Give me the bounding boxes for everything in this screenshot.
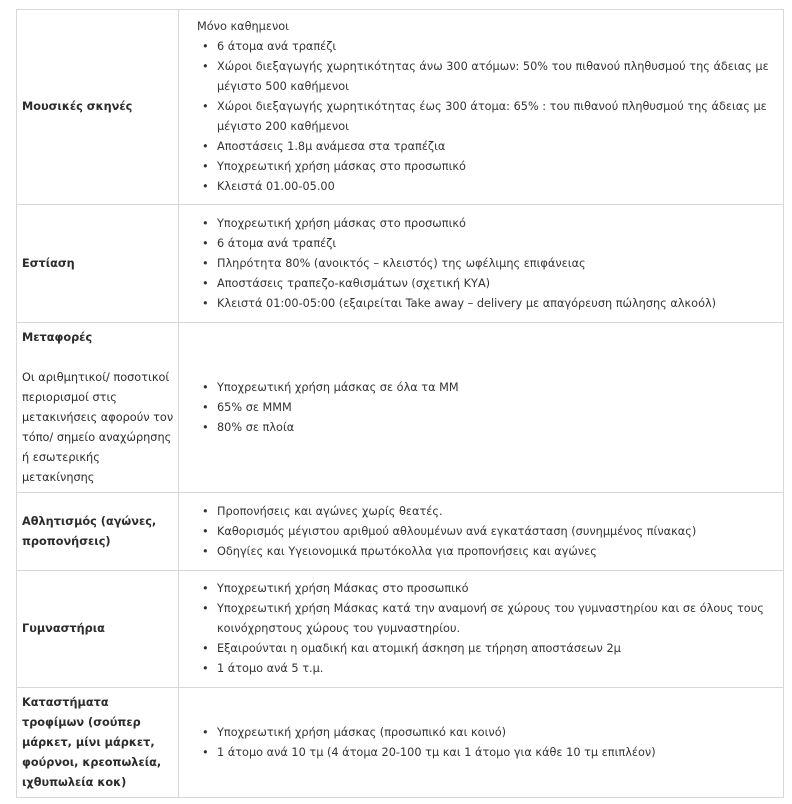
list-item: • 6 άτομα ανά τραπέζι — [217, 37, 775, 57]
category-cell — [17, 688, 179, 798]
list-item: • Κλειστά 01.00-05.00 — [217, 177, 775, 197]
category-cell — [17, 571, 179, 688]
list-item: • Υποχρεωτική χρήση μάσκας στο προσωπικό — [217, 157, 775, 177]
list-item: • Υποχρεωτική χρήση Μάσκας κατά την αναμονή σε χώρους του γυμναστηρίου και σε όλους τους κοινόχρηστους χώρους του γυμναστηρίου. — [217, 599, 775, 639]
list-item: • Προπονήσεις και αγώνες χωρίς θεατές. — [217, 502, 775, 522]
list-item: • 6 άτομα ανά τραπέζι — [217, 234, 775, 254]
list-item: • Πληρότητα 80% (ανοικτός – κλειστός) της ωφέλιμης επιφάνειας — [217, 254, 775, 274]
rules-list — [186, 37, 775, 197]
list-item: • Αποστάσεις τραπεζο-καθισμάτων (σχετική ΚΥΑ) — [217, 274, 775, 294]
rules-cell — [179, 688, 784, 798]
measures-table — [16, 9, 784, 798]
table-row — [17, 205, 784, 323]
list-item: • 1 άτομο ανά 10 τμ (4 άτομα 20-100 τμ και 1 άτομο για κάθε 10 τμ επιπλέον) — [217, 743, 775, 763]
list-item: • Υποχρεωτική χρήση μάσκας (προσωπικό και κοινό) — [217, 723, 775, 743]
list-item: • Υποχρεωτική χρήση μάσκας στο προσωπικό — [217, 214, 775, 234]
category-label: Μεταφορές — [22, 330, 93, 344]
list-item: • 65% σε ΜΜΜ — [217, 398, 775, 418]
rules-cell — [179, 493, 784, 571]
rules-list — [186, 502, 775, 562]
list-item: • 1 άτομο ανά 5 τ.μ. — [217, 659, 775, 679]
list-item: • Κλειστά 01:00-05:00 (εξαιρείται Take away – delivery με απαγόρευση πώλησης αλκοόλ) — [217, 294, 775, 314]
category-cell — [17, 10, 179, 205]
list-item: • 80% σε πλοία — [217, 418, 775, 438]
table-row — [17, 323, 784, 493]
category-label: Καταστήματα τροφίμων (σούπερ μάρκετ, μίνι μάρκετ, φούρνοι, κρεοπωλεία, ιχθυπωλεία κοκ) — [22, 695, 162, 789]
table-row — [17, 688, 784, 798]
category-label: Γυμναστήρια — [22, 622, 105, 635]
rules-cell — [179, 205, 784, 323]
table-row — [17, 10, 784, 205]
rules-cell — [179, 323, 784, 493]
list-item: • Αποστάσεις 1.8μ ανάμεσα στα τραπέζια — [217, 137, 775, 157]
rules-lead: Μόνο καθημενοι — [197, 20, 289, 33]
list-item: • Χώροι διεξαγωγής χωρητικότητας άνω 300 ατόμων: 50% του πιθανού πληθυσμού της άδειας με μέγιστο 500 καθήμενοι — [217, 57, 775, 97]
list-item: • Υποχρεωτική χρήση μάσκας σε όλα τα ΜΜ — [217, 378, 775, 398]
rules-cell — [179, 10, 784, 205]
list-item: • Χώροι διεξαγωγής χωρητικότητας έως 300 άτομα: 65% : του πιθανού πληθυσμού της άδειας με μέγιστο 200 καθήμενοι — [217, 97, 775, 137]
list-item: • Οδηγίες και Υγειονομικά πρωτόκολλα για προπονήσεις και αγώνες — [217, 542, 775, 562]
rules-list — [186, 579, 775, 679]
category-cell — [17, 493, 179, 571]
rules-cell — [179, 571, 784, 688]
table-row — [17, 571, 784, 688]
category-label: Αθλητισμός (αγώνες, προπονήσεις) — [22, 514, 157, 548]
table-row — [17, 493, 784, 571]
category-note: Οι αριθμητικοί/ ποσοτικοί περιορισμοί στις μετακινήσεις αφορούν τον τόπο/ σημείο αναχώρησης ή εσωτερικής μετακίνησης — [22, 370, 174, 484]
category-cell — [17, 323, 179, 493]
category-label: Μουσικές σκηνές — [22, 100, 133, 113]
list-item: • Καθορισμός μέγιστου αριθμού αθλουμένων ανά εγκατάσταση (συνημμένος πίνακας) — [217, 522, 775, 542]
category-cell — [17, 205, 179, 323]
rules-list — [186, 723, 775, 763]
list-item: • Εξαιρούνται η ομαδική και ατομική άσκηση με τήρηση αποστάσεων 2μ — [217, 639, 775, 659]
rules-list — [186, 214, 775, 314]
list-item: • Υποχρεωτική χρήση Μάσκας στο προσωπικό — [217, 579, 775, 599]
rules-list — [186, 378, 775, 438]
category-label: Εστίαση — [22, 256, 75, 270]
